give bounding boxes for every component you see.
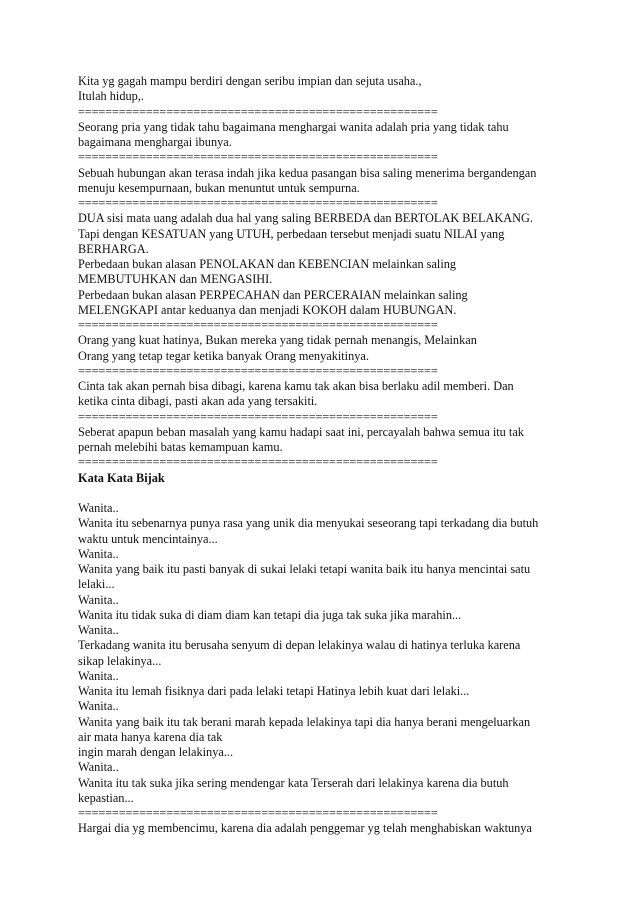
text-line: Wanita..	[78, 699, 119, 714]
blank-line	[78, 486, 568, 501]
text-line: Orang yang tetap tegar ketika banyak Orang menyakitinya.	[78, 348, 369, 363]
text-line: bagaimana menghargai ibunya.	[78, 135, 232, 149]
document-page	[78, 74, 568, 837]
separator-line: =====================================================	[78, 150, 438, 165]
text-line: pernah melebihi batas kemampuan kamu.	[78, 440, 283, 454]
text-line: Tapi dengan KESATUAN yang UTUH, perbedaan tersebut menjadi suatu NILAI yang	[78, 226, 505, 241]
separator-line: =====================================================	[78, 806, 438, 820]
text-line: Wanita..	[78, 546, 119, 561]
section-heading: Kata Kata Bijak	[78, 470, 165, 485]
text-line: MEMBUTUHKAN dan MENGASIHI.	[78, 272, 273, 287]
text-line: MELENGKAPI antar keduanya dan menjadi KOKOH dalam HUBUNGAN.	[78, 302, 457, 317]
text-line: Orang yang kuat hatinya, Bukan mereka yang tidak pernah menangis, Melainkan	[78, 333, 477, 348]
text-line: Itulah hidup,.	[78, 89, 144, 104]
text-line: Wanita itu sebenarnya punya rasa yang unik dia menyukai seseorang tapi terkadang dia butuh	[78, 516, 539, 531]
text-line: kepastian...	[78, 790, 134, 805]
text-line: Perbedaan bukan alasan PERPECAHAN dan PERCERAIAN melainkan saling	[78, 287, 468, 302]
text-line: menuju kesempurnaan, bukan menuntut untuk sempurna.	[78, 180, 360, 195]
separator-line: =====================================================	[78, 409, 438, 424]
text-line: Wanita..	[78, 623, 119, 637]
text-line: waktu untuk mencintainya...	[78, 531, 218, 546]
separator-line: =====================================================	[78, 363, 438, 378]
text-line: Wanita..	[78, 760, 119, 775]
text-line: Sebuah hubungan akan terasa indah jika kedua pasangan bisa saling menerima bergandengan	[78, 165, 537, 180]
text-line: Wanita..	[78, 668, 119, 683]
text-line: Wanita itu tidak suka di diam diam kan tetapi dia juga tak suka jika marahin...	[78, 607, 462, 622]
separator-line: =====================================================	[78, 196, 438, 210]
text-line: Wanita yang baik itu tak berani marah kepada lelakinya tapi dia hanya berani mengeluarkan	[78, 714, 531, 729]
separator-line: =====================================================	[78, 455, 438, 470]
text-line: ketika cinta dibagi, pasti akan ada yang tersakiti.	[78, 394, 318, 409]
text-line: BERHARGA.	[78, 241, 149, 256]
text-line: sikap lelakinya...	[78, 653, 162, 668]
text-line: ingin marah dengan lelakinya...	[78, 745, 234, 759]
text-line: Perbedaan bukan alasan PENOLAKAN dan KEBENCIAN melainkan saling	[78, 257, 457, 271]
text-line: Wanita..	[78, 592, 119, 607]
text-line: air mata hanya karena dia tak	[78, 729, 223, 744]
text-line: Hargai dia yg membencimu, karena dia adalah penggemar yg telah menghabiskan waktunya	[78, 821, 532, 836]
text-line: Wanita yang baik itu pasti banyak di sukai lelaki tetapi wanita baik itu hanya mencintai satu	[78, 562, 531, 576]
text-line: Kita yg gagah mampu berdiri dengan seribu impian dan sejuta usaha.,	[78, 74, 422, 88]
text-line: lelaki...	[78, 577, 115, 592]
separator-line: =====================================================	[78, 318, 438, 332]
text-line: Seberat apapun beban masalah yang kamu hadapi saat ini, percayalah bahwa semua itu tak	[78, 424, 524, 439]
text-line: Wanita itu lemah fisiknya dari pada lelaki tetapi Hatinya lebih kuat dari lelaki...	[78, 684, 470, 698]
text-line: DUA sisi mata uang adalah dua hal yang saling BERBEDA dan BERTOLAK BELAKANG.	[78, 211, 533, 226]
separator-line: =====================================================	[78, 104, 438, 119]
text-line: Wanita..	[78, 501, 119, 515]
text-line: Seorang pria yang tidak tahu bagaimana menghargai wanita adalah pria yang tidak tahu	[78, 119, 509, 134]
text-line: Wanita itu tak suka jika sering mendengar kata Terserah dari lelakinya karena dia butuh	[78, 775, 509, 790]
text-line: Cinta tak akan pernah bisa dibagi, karena kamu tak akan bisa berlaku adil memberi. Dan	[78, 379, 514, 393]
text-line: Terkadang wanita itu berusaha senyum di depan lelakinya walau di hatinya terluka karena	[78, 638, 521, 653]
